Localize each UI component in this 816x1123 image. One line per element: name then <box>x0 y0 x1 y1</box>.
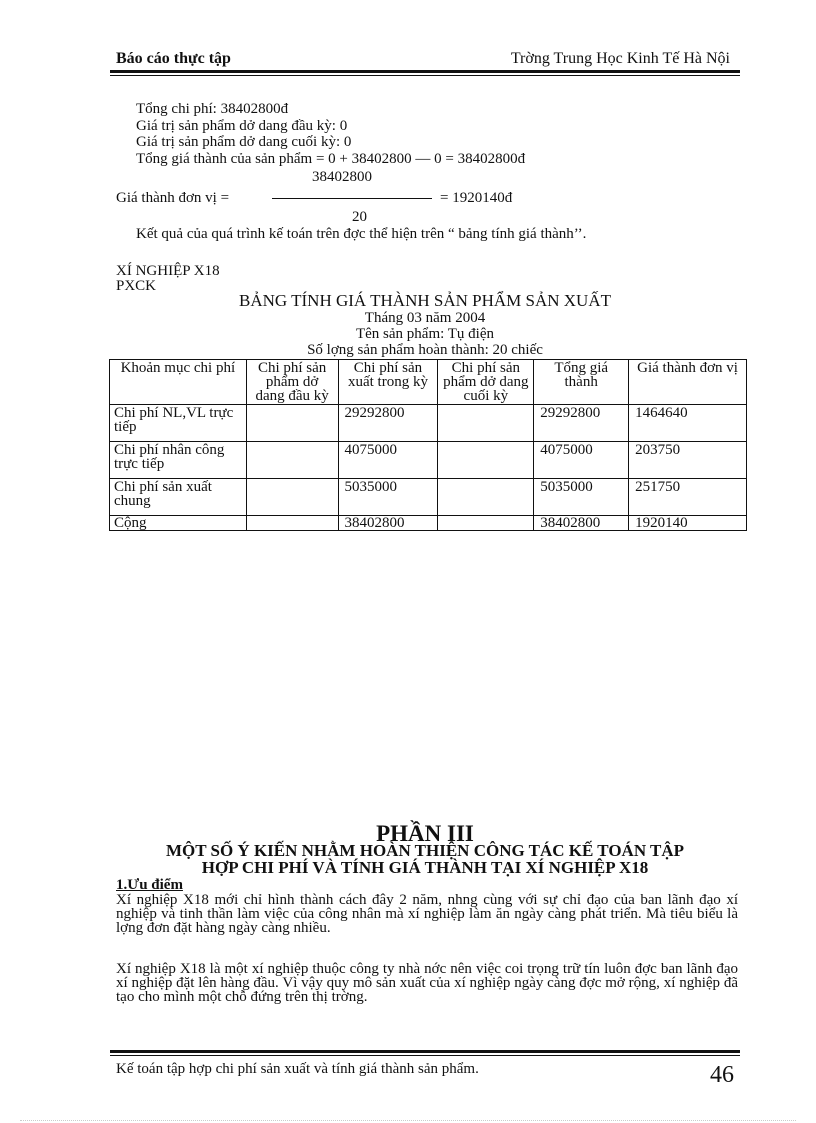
footer-rule <box>110 1050 740 1053</box>
cell-period: 4075000 <box>338 442 438 479</box>
table-row <box>110 405 747 442</box>
cell-item: Chi phí sản xuất chung <box>110 479 247 516</box>
table-title: BẢNG TÍNH GIÁ THÀNH SẢN PHẨM SẢN XUẤT <box>239 291 611 310</box>
table-product: Tên sản phẩm: Tụ điện <box>355 326 495 342</box>
cell-total: 29292800 <box>534 405 629 442</box>
total-product-cost-line: Tổng giá thành của sản phẩm = 0 + 38402800 — 0 = 38402800đ <box>136 151 526 167</box>
table-quantity: Số lợng sản phẩm hoàn thành: 20 chiếc <box>307 342 543 358</box>
org-unit: PXCK <box>116 278 157 294</box>
cell-opening <box>246 442 338 479</box>
fraction-denominator: 20 <box>352 209 367 225</box>
table-row <box>110 442 747 479</box>
col-header-unit: Giá thành đơn vị <box>629 360 747 405</box>
col-header-closing: Chi phí sản phẩm dở dang cuối kỳ <box>438 360 534 405</box>
cell-opening <box>246 405 338 442</box>
closing-wip-line: Giá trị sản phẩm dở dang cuối kỳ: 0 <box>136 134 352 150</box>
header-rule <box>110 70 740 73</box>
conclusion-text: Kết quả của quá trình kế toán trên đợc thể hiện trên “ bảng tính giá thành’’. <box>136 226 587 242</box>
cell-unit: 251750 <box>629 479 747 516</box>
cell-period: 38402800 <box>338 516 438 531</box>
header-rule-thin <box>110 75 740 76</box>
cell-item: Chi phí nhân công trực tiếp <box>110 442 247 479</box>
cell-closing <box>438 479 534 516</box>
cell-item: Chi phí NL,VL trực tiếp <box>110 405 247 442</box>
header-school: Trờng Trung Học Kinh Tế Hà Nội <box>510 50 730 67</box>
part-subtitle-line2: HỢP CHI PHÍ VÀ TÍNH GIÁ THÀNH TẠI XÍ NGHIỆP X18 <box>201 858 649 877</box>
table-total-row <box>110 516 747 531</box>
table-row <box>110 479 747 516</box>
cell-item: Cộng <box>110 516 247 531</box>
cell-unit: 203750 <box>629 442 747 479</box>
cost-table <box>109 359 747 531</box>
cell-period: 5035000 <box>338 479 438 516</box>
footer-rule-thin <box>110 1055 740 1056</box>
fraction-bar <box>272 198 432 199</box>
table-header-row <box>110 360 747 405</box>
footer-text: Kế toán tập hợp chi phí sản xuất và tính giá thành sản phẩm. <box>116 1061 479 1077</box>
cell-opening <box>246 516 338 531</box>
cell-closing <box>438 405 534 442</box>
page-number: 46 <box>710 1062 734 1088</box>
org-name: XÍ NGHIỆP X18 <box>116 263 220 279</box>
part-subtitle-line1: MỘT SỐ Ý KIẾN NHẰM HOÀN THIỆN CÔNG TÁC KẾ TOÁN TẬP <box>165 841 685 860</box>
col-header-period: Chi phí sản xuất trong kỳ <box>338 360 438 405</box>
cell-period: 29292800 <box>338 405 438 442</box>
fraction-numerator: 38402800 <box>312 169 372 185</box>
part-title: PHẦN III <box>376 821 474 846</box>
paragraph: Xí nghiệp X18 là một xí nghiệp thuộc công ty nhà nớc nên việc coi trọng trữ tín luôn đợc ban lãnh đạo xí nghiệp đặt lên hàng đầu. Vì vậy quy mô sản xuất của xí nghiệp ngày càng đợc mở rộng, xí nghiệp đã tạo cho mình một chỗ đứng trên thị trờng. <box>116 961 738 1005</box>
page-edge-divider <box>20 1120 796 1121</box>
col-header-total: Tổng giá thành <box>534 360 629 405</box>
cell-unit: 1920140 <box>629 516 747 531</box>
cell-closing <box>438 442 534 479</box>
cell-total: 38402800 <box>534 516 629 531</box>
cell-closing <box>438 516 534 531</box>
total-cost-line: Tổng chi phí: 38402800đ <box>136 101 289 117</box>
paragraph: Xí nghiệp X18 mới chỉ hình thành cách đây 2 năm, nhng cùng với sự chỉ đạo của ban lãnh đạo xí nghiệp và tinh thần làm việc của công nhân mà xí nghiệp làm ăn ngày càng phát triển. Mà tiêu biểu là lợng đơn đặt hàng ngày càng nhiều. <box>116 892 738 936</box>
cell-total: 4075000 <box>534 442 629 479</box>
table-month: Tháng 03 năm 2004 <box>364 310 486 326</box>
cell-total: 5035000 <box>534 479 629 516</box>
unit-cost-result: = 1920140đ <box>440 190 513 206</box>
section-heading: 1.Ưu điểm <box>116 877 183 893</box>
cell-opening <box>246 479 338 516</box>
header-title: Báo cáo thực tập <box>116 50 231 67</box>
unit-cost-label: Giá thành đơn vị = <box>116 190 230 206</box>
col-header-item: Khoản mục chi phí <box>110 360 247 405</box>
cell-unit: 1464640 <box>629 405 747 442</box>
col-header-opening: Chi phí sản phẩm dở dang đầu kỳ <box>246 360 338 405</box>
opening-wip-line: Giá trị sản phẩm dở dang đầu kỳ: 0 <box>136 118 348 134</box>
